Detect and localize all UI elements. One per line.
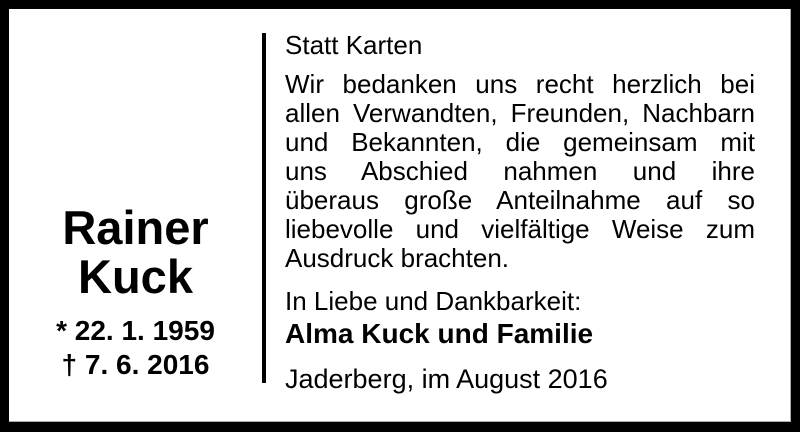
notice-paper [9,9,791,422]
family-signature: Alma Kuck und Familie [285,318,594,349]
life-dates [9,314,262,382]
header-statt-karten: Statt Karten [285,30,423,60]
thanks-line: liebevolle und vielfältige Weise zum [285,214,755,244]
thanks-paragraph [285,70,755,273]
deceased-first-name: Rainer [62,201,209,254]
thanks-line: uns Abschied nahmen und ihre [285,156,755,186]
thanks-line: allen Verwandten, Freunden, Nachbarn [285,98,755,128]
message-panel [285,9,755,394]
thanks-line: Ausdruck brachten. [285,243,510,273]
thanks-line: und Bekannten, die gemeinsam mit [285,127,755,157]
death-date: † 7. 6. 2016 [61,349,210,380]
place-date-line: Jaderberg, im August 2016 [285,364,608,394]
thanks-line: Wir bedanken uns recht herzlich bei [285,69,755,99]
birth-date: * 22. 1. 1959 [56,315,215,346]
deceased-name [9,203,262,301]
deceased-panel [9,203,262,382]
closing-line: In Liebe und Dankbarkeit: [285,286,582,316]
deceased-last-name: Kuck [78,250,193,303]
thanks-line: überaus große Anteilnahme auf so [285,185,755,215]
vertical-divider [262,33,266,383]
